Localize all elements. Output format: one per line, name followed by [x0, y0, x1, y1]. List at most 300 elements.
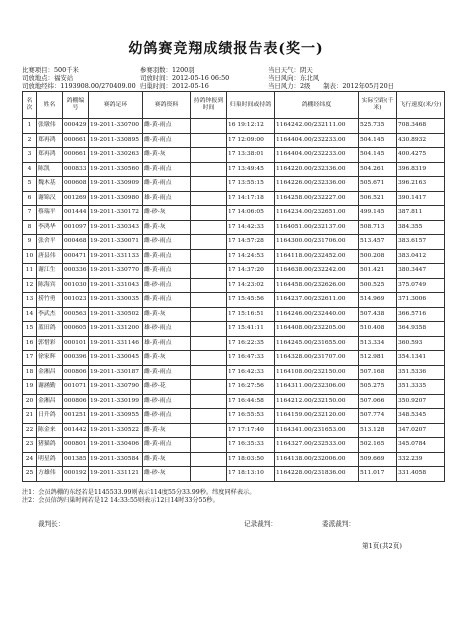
cell-rank: 21: [23, 409, 37, 424]
cell-distance: 504.145: [359, 133, 397, 148]
cell-clock-time: [191, 249, 227, 264]
cell-speed: 348.5345: [397, 409, 445, 424]
cell-ring: 19-2011-330187: [89, 365, 143, 380]
header-row: [23, 92, 445, 119]
header-return-time: 归巢时间或持鸽: [227, 92, 275, 119]
cell-clock-time: [191, 322, 227, 337]
cell-name: 陈金来: [37, 423, 63, 438]
cell-bird-info: 雌-黄-雨点: [143, 249, 191, 264]
cell-bird-info: 雌-砂-雨点: [143, 235, 191, 250]
cell-bird-info: 雄-黄-雨点: [143, 191, 191, 206]
cell-speed: 332.239: [397, 452, 445, 467]
table-row: [23, 423, 445, 438]
cell-bird-info: 雌-砂-花: [143, 380, 191, 395]
cell-bird-info: 雌-黄-雨点: [143, 162, 191, 177]
cell-coordinates: 1164228.00/231836.00: [275, 467, 359, 482]
cell-ring: 19-2011-330560: [89, 162, 143, 177]
cell-name: 蓝田鸽: [37, 322, 63, 337]
race-info: [22, 66, 442, 90]
note-2: 注2：会员信鸽归巢时间若是12 14:33:55则表示12日14时33分55秒。: [22, 497, 219, 504]
cell-speed: 347.0207: [397, 423, 445, 438]
cell-rank: 22: [23, 423, 37, 438]
cell-clock-time: [191, 409, 227, 424]
cell-return-time: 17 14:42:33: [227, 220, 275, 235]
cell-rank: 7: [23, 206, 37, 221]
cell-speed: 375.0749: [397, 278, 445, 293]
cell-coordinates: 1164328.00/231707.00: [275, 351, 359, 366]
cell-distance: 504.261: [359, 162, 397, 177]
cell-return-time: 17 15:16:51: [227, 307, 275, 322]
cell-loft-id: 001071: [63, 380, 89, 395]
cell-speed: 383.6157: [397, 235, 445, 250]
cell-clock-time: [191, 438, 227, 453]
cell-bird-info: 雌-黄-灰: [143, 307, 191, 322]
cell-distance: 502.165: [359, 438, 397, 453]
cell-return-time: 17 16:27:56: [227, 380, 275, 395]
cell-distance: 507.066: [359, 394, 397, 409]
cell-clock-time: [191, 191, 227, 206]
cell-speed: 396.2163: [397, 177, 445, 192]
cell-loft-id: 000608: [63, 177, 89, 192]
cell-distance: 504.145: [359, 148, 397, 163]
cell-coordinates: 1164327.00/232533.00: [275, 438, 359, 453]
cell-clock-time: [191, 119, 227, 134]
cell-loft-id: 000468: [63, 235, 89, 250]
footnotes: [22, 489, 255, 505]
cell-ring: 19-2011-331043: [89, 278, 143, 293]
cell-bird-info: 雄-砂-雨点: [143, 322, 191, 337]
cell-rank: 11: [23, 264, 37, 279]
cell-name: 捞竹勇: [37, 293, 63, 308]
cell-name: 李鸿华: [37, 220, 63, 235]
cell-distance: 505.275: [359, 380, 397, 395]
cell-ring: 19-2011-330071: [89, 235, 143, 250]
cell-return-time: 17 14:37:20: [227, 264, 275, 279]
table-row: [23, 409, 445, 424]
cell-name: 谢江生: [37, 264, 63, 279]
cell-clock-time: [191, 278, 227, 293]
cell-return-time: 17 14:57:28: [227, 235, 275, 250]
info-row-1: [22, 66, 442, 74]
cell-name: 金湘昌: [37, 365, 63, 380]
cell-ring: 19-2011-330909: [89, 177, 143, 192]
cell-distance: 505.671: [359, 177, 397, 192]
cell-distance: 508.713: [359, 220, 397, 235]
cell-coordinates: 1164311.00/232306.00: [275, 380, 359, 395]
cell-clock-time: [191, 467, 227, 482]
table-row: [23, 467, 445, 482]
cell-speed: 371.3006: [397, 293, 445, 308]
cell-distance: 513.334: [359, 336, 397, 351]
cell-bird-info: 雌-黄-灰: [143, 423, 191, 438]
cell-name: 方雄伟: [37, 467, 63, 482]
cell-name: 金湘昌: [37, 394, 63, 409]
info-row-2: [22, 74, 442, 82]
cell-return-time: 17 13:55:15: [227, 177, 275, 192]
release-location: 司放地点：福安站: [22, 74, 74, 82]
cell-rank: 25: [23, 467, 37, 482]
cell-clock-time: [191, 365, 227, 380]
cell-return-time: 16 19:12:12: [227, 119, 275, 134]
cell-rank: 9: [23, 235, 37, 250]
cell-ring: 19-2011-330406: [89, 438, 143, 453]
header-ring: 赛鸽足环: [89, 92, 143, 119]
cell-name: 唐县伟: [37, 249, 63, 264]
cell-return-time: 17 16:44:58: [227, 394, 275, 409]
cell-loft-id: 001444: [63, 206, 89, 221]
header-clock-time: 持鸽钟报到时间: [191, 92, 227, 119]
cell-name: 郭惜彩: [37, 336, 63, 351]
cell-loft-id: 000336: [63, 264, 89, 279]
cell-bird-info: 雌-砂-雨点: [143, 278, 191, 293]
table-row: [23, 177, 445, 192]
cell-rank: 14: [23, 307, 37, 322]
cell-clock-time: [191, 336, 227, 351]
header-loft-id: 鸽棚编号: [63, 92, 89, 119]
cell-name: 明星鸽: [37, 452, 63, 467]
cell-bird-info: 雄-黄-雨点: [143, 336, 191, 351]
cell-bird-info: 雌-黄-灰: [143, 220, 191, 235]
header-distance: 实际空距(千米): [359, 92, 397, 119]
cell-coordinates: 1164408.00/232205.00: [275, 322, 359, 337]
cell-coordinates: 1164245.00/231655.00: [275, 336, 359, 351]
cell-bird-info: 雌-黄-灰: [143, 351, 191, 366]
cell-rank: 23: [23, 438, 37, 453]
cell-name: 陈凯: [37, 162, 63, 177]
cell-return-time: 17 15:41:11: [227, 322, 275, 337]
cell-ring: 19-2011-330790: [89, 380, 143, 395]
cell-loft-id: 000801: [63, 438, 89, 453]
cell-name: 徐家辉: [37, 351, 63, 366]
cell-bird-info: 雌-黄-雨点: [143, 264, 191, 279]
cell-return-time: 17 14:24:53: [227, 249, 275, 264]
cell-name: 日升鸽: [37, 409, 63, 424]
cell-loft-id: 000429: [63, 119, 89, 134]
cell-loft-id: 000563: [63, 307, 89, 322]
cell-coordinates: 1164212.00/232150.00: [275, 394, 359, 409]
header-rank: 名次: [23, 92, 37, 119]
table-row: [23, 278, 445, 293]
committee-signature: 委派裁判：: [322, 520, 355, 528]
cell-rank: 3: [23, 148, 37, 163]
cell-bird-info: 雌-黄-雨点: [143, 365, 191, 380]
cell-loft-id: 001385: [63, 452, 89, 467]
cell-loft-id: 000806: [63, 365, 89, 380]
cell-loft-id: 001251: [63, 409, 89, 424]
table-row: [23, 452, 445, 467]
cell-clock-time: [191, 307, 227, 322]
cell-rank: 2: [23, 133, 37, 148]
cell-bird-info: 雌-黄-雨点: [143, 119, 191, 134]
cell-ring: 19-2011-330263: [89, 148, 143, 163]
cell-bird-info: 雌-黄-雨点: [143, 133, 191, 148]
cell-distance: 509.669: [359, 452, 397, 467]
cell-ring: 19-2011-331133: [89, 249, 143, 264]
cell-rank: 12: [23, 278, 37, 293]
cell-distance: 500.208: [359, 249, 397, 264]
cell-name: 谢锦汉: [37, 191, 63, 206]
report-title: 幼鸽赛竞翔成绩报告表(奖一): [128, 41, 324, 57]
table-row: [23, 351, 445, 366]
cell-bird-info: 雌-砂-灰: [143, 206, 191, 221]
cell-distance: 525.735: [359, 119, 397, 134]
cell-return-time: 17 18:13:10: [227, 467, 275, 482]
table-row: [23, 438, 445, 453]
cell-distance: 500.525: [359, 278, 397, 293]
cell-clock-time: [191, 177, 227, 192]
cell-coordinates: 1164108.00/232150.00: [275, 365, 359, 380]
cell-rank: 13: [23, 293, 37, 308]
cell-clock-time: [191, 293, 227, 308]
referee-signature: 裁判长：: [38, 520, 65, 528]
cell-return-time: 17 14:06:05: [227, 206, 275, 221]
table-row: [23, 307, 445, 322]
cell-coordinates: 1164051.00/232137.00: [275, 220, 359, 235]
cell-ring: 19-2011-331200: [89, 322, 143, 337]
wind-force-and-date: 当日风力：2级 制表：2012年05月20日: [268, 82, 395, 90]
cell-speed: 360.593: [397, 336, 445, 351]
table-row: [23, 365, 445, 380]
cell-loft-id: 000396: [63, 351, 89, 366]
cell-speed: 364.9358: [397, 322, 445, 337]
cell-coordinates: 1164159.00/232120.00: [275, 409, 359, 424]
release-coordinates: 司放地经纬：1193908.00/270409.00: [22, 82, 136, 90]
cell-loft-id: 000806: [63, 394, 89, 409]
cell-bird-info: 雌-黄-雨点: [143, 177, 191, 192]
table-row: [23, 264, 445, 279]
cell-name: 猪猫鸽: [37, 438, 63, 453]
cell-return-time: 17 16:35:33: [227, 438, 275, 453]
cell-loft-id: 000605: [63, 322, 89, 337]
cell-distance: 510.408: [359, 322, 397, 337]
cell-ring: 19-2011-330035: [89, 293, 143, 308]
table-row: [23, 394, 445, 409]
cell-coordinates: 1164458.00/232626.00: [275, 278, 359, 293]
cell-return-time: 17 14:23:02: [227, 278, 275, 293]
cell-bird-info: 雌-砂-雨点: [143, 409, 191, 424]
cell-bird-info: 雌-黄-灰: [143, 148, 191, 163]
cell-loft-id: 001442: [63, 423, 89, 438]
wind-direction: 当日风向：东北风: [268, 74, 320, 82]
cell-loft-id: 000833: [63, 162, 89, 177]
cell-name: 魏木基: [37, 177, 63, 192]
cell-coordinates: 1164300.00/231706.00: [275, 235, 359, 250]
cell-ring: 19-2011-330343: [89, 220, 143, 235]
cell-distance: 499.145: [359, 206, 397, 221]
table-row: [23, 235, 445, 250]
cell-distance: 514.969: [359, 293, 397, 308]
cell-clock-time: [191, 148, 227, 163]
cell-name: 郑再鸿: [37, 133, 63, 148]
cell-distance: 507.774: [359, 409, 397, 424]
cell-ring: 19-2011-330700: [89, 119, 143, 134]
cell-return-time: 17 15:45:56: [227, 293, 275, 308]
cell-speed: 383.0412: [397, 249, 445, 264]
cell-speed: 354.1341: [397, 351, 445, 366]
cell-name: 蔡瑞平: [37, 206, 63, 221]
cell-distance: 501.421: [359, 264, 397, 279]
cell-speed: 400.4275: [397, 148, 445, 163]
cell-speed: 331.4058: [397, 467, 445, 482]
cell-coordinates: 1164404.00/232233.00: [275, 148, 359, 163]
cell-clock-time: [191, 220, 227, 235]
cell-name: 张舍平: [37, 235, 63, 250]
table-row: [23, 133, 445, 148]
cell-loft-id: 000101: [63, 336, 89, 351]
cell-speed: 350.9207: [397, 394, 445, 409]
cell-speed: 351.3335: [397, 380, 445, 395]
cell-return-time: 17 16:55:53: [227, 409, 275, 424]
cell-loft-id: 000661: [63, 133, 89, 148]
cell-rank: 6: [23, 191, 37, 206]
results-table: [22, 91, 445, 482]
header-coordinates: 鸽棚经纬度: [275, 92, 359, 119]
cell-return-time: 17 13:49:45: [227, 162, 275, 177]
cell-rank: 5: [23, 177, 37, 192]
cell-clock-time: [191, 423, 227, 438]
cell-bird-info: 雌-黄-雨点: [143, 438, 191, 453]
cell-clock-time: [191, 162, 227, 177]
cell-speed: 380.3447: [397, 264, 445, 279]
cell-ring: 19-2011-330895: [89, 133, 143, 148]
cell-rank: 18: [23, 365, 37, 380]
cell-coordinates: 1164118.00/232452.00: [275, 249, 359, 264]
cell-ring: 19-2011-330955: [89, 409, 143, 424]
table-row: [23, 249, 445, 264]
cell-distance: 513.128: [359, 423, 397, 438]
cell-ring: 19-2011-330045: [89, 351, 143, 366]
cell-clock-time: [191, 235, 227, 250]
cell-ring: 19-2011-330980: [89, 191, 143, 206]
cell-return-time: 17 17:17:40: [227, 423, 275, 438]
cell-name: 张墩伟: [37, 119, 63, 134]
info-row-3: [22, 82, 442, 90]
cell-ring: 19-2011-330172: [89, 206, 143, 221]
cell-rank: 10: [23, 249, 37, 264]
cell-coordinates: 1164341.00/231653.00: [275, 423, 359, 438]
cell-distance: 507.438: [359, 307, 397, 322]
cell-coordinates: 1164220.00/232336.00: [275, 162, 359, 177]
cell-ring: 19-2011-330522: [89, 423, 143, 438]
cell-ring: 19-2011-331146: [89, 336, 143, 351]
page-number: 第1页(共2页): [362, 542, 402, 550]
cell-loft-id: 001023: [63, 293, 89, 308]
cell-rank: 20: [23, 394, 37, 409]
cell-distance: 512.981: [359, 351, 397, 366]
cell-ring: 19-2011-330502: [89, 307, 143, 322]
table-row: [23, 380, 445, 395]
cell-bird-info: 雌-黄-灰: [143, 452, 191, 467]
header-name: 姓名: [37, 92, 63, 119]
header-bird-info: 赛鸽资料: [143, 92, 191, 119]
cell-clock-time: [191, 380, 227, 395]
cell-bird-info: 雌-砂-雨点: [143, 394, 191, 409]
cell-distance: 513.457: [359, 235, 397, 250]
cell-ring: 19-2011-330584: [89, 452, 143, 467]
cell-return-time: 17 16:42:33: [227, 365, 275, 380]
cell-speed: 366.5716: [397, 307, 445, 322]
cell-speed: 384.355: [397, 220, 445, 235]
cell-coordinates: 1164234.00/232651.00: [275, 206, 359, 221]
return-date: 归巢时间：2012-05-16: [140, 82, 209, 90]
cell-name: 谢涵勤: [37, 380, 63, 395]
table-row: [23, 336, 445, 351]
cell-return-time: 17 13:38:01: [227, 148, 275, 163]
table-row: [23, 206, 445, 221]
table-row: [23, 293, 445, 308]
cell-clock-time: [191, 394, 227, 409]
cell-clock-time: [191, 264, 227, 279]
cell-distance: 507.168: [359, 365, 397, 380]
cell-ring: 19-2011-330770: [89, 264, 143, 279]
cell-distance: 511.017: [359, 467, 397, 482]
cell-return-time: 17 18:03:50: [227, 452, 275, 467]
cell-clock-time: [191, 206, 227, 221]
cell-speed: 708.3468: [397, 119, 445, 134]
cell-rank: 24: [23, 452, 37, 467]
cell-rank: 17: [23, 351, 37, 366]
cell-distance: 506.521: [359, 191, 397, 206]
cell-name: 李武杰: [37, 307, 63, 322]
note-1: 注1：会员鸽棚的东经若是1145533.99则表示114度55分33.99秒。纬度同样表示。: [22, 489, 256, 496]
entry-count: 参赛羽数：1200羽: [140, 66, 195, 74]
cell-coordinates: 1164237.00/232611.00: [275, 293, 359, 308]
recorder-signature: 记录裁判：: [244, 520, 277, 528]
cell-loft-id: 000192: [63, 467, 89, 482]
cell-loft-id: 000661: [63, 148, 89, 163]
cell-clock-time: [191, 133, 227, 148]
table-row: [23, 191, 445, 206]
cell-speed: 387.811: [397, 206, 445, 221]
cell-clock-time: [191, 452, 227, 467]
cell-coordinates: 1164404.00/232233.00: [275, 133, 359, 148]
cell-rank: 15: [23, 322, 37, 337]
header-speed: 飞行速度(米/分): [397, 92, 445, 119]
cell-rank: 4: [23, 162, 37, 177]
cell-coordinates: 1164226.00/232336.00: [275, 177, 359, 192]
cell-coordinates: 1164242.00/232111.00: [275, 119, 359, 134]
cell-speed: 430.8932: [397, 133, 445, 148]
cell-coordinates: 1164246.00/232440.00: [275, 307, 359, 322]
cell-bird-info: 雌-黄-雨点: [143, 293, 191, 308]
cell-ring: 19-2011-330199: [89, 394, 143, 409]
cell-return-time: 17 14:17:18: [227, 191, 275, 206]
cell-return-time: 17 12:09:00: [227, 133, 275, 148]
weather: 当日天气：阴天: [268, 66, 313, 74]
cell-speed: 390.1417: [397, 191, 445, 206]
cell-speed: 396.8319: [397, 162, 445, 177]
table-row: [23, 220, 445, 235]
cell-bird-info: 雌-砂-灰: [143, 467, 191, 482]
table-row: [23, 322, 445, 337]
cell-loft-id: 001030: [63, 278, 89, 293]
cell-speed: 345.0784: [397, 438, 445, 453]
cell-coordinates: 1164638.00/232242.00: [275, 264, 359, 279]
cell-coordinates: 1164138.00/232006.00: [275, 452, 359, 467]
cell-ring: 19-2011-331121: [89, 467, 143, 482]
table-row: [23, 119, 445, 134]
cell-rank: 19: [23, 380, 37, 395]
cell-return-time: 17 16:22:35: [227, 336, 275, 351]
cell-clock-time: [191, 351, 227, 366]
cell-loft-id: 001097: [63, 220, 89, 235]
cell-speed: 351.5336: [397, 365, 445, 380]
table-row: [23, 148, 445, 163]
cell-rank: 8: [23, 220, 37, 235]
cell-name: 陈海宾: [37, 278, 63, 293]
cell-return-time: 17 16:47:33: [227, 351, 275, 366]
cell-loft-id: 000471: [63, 249, 89, 264]
